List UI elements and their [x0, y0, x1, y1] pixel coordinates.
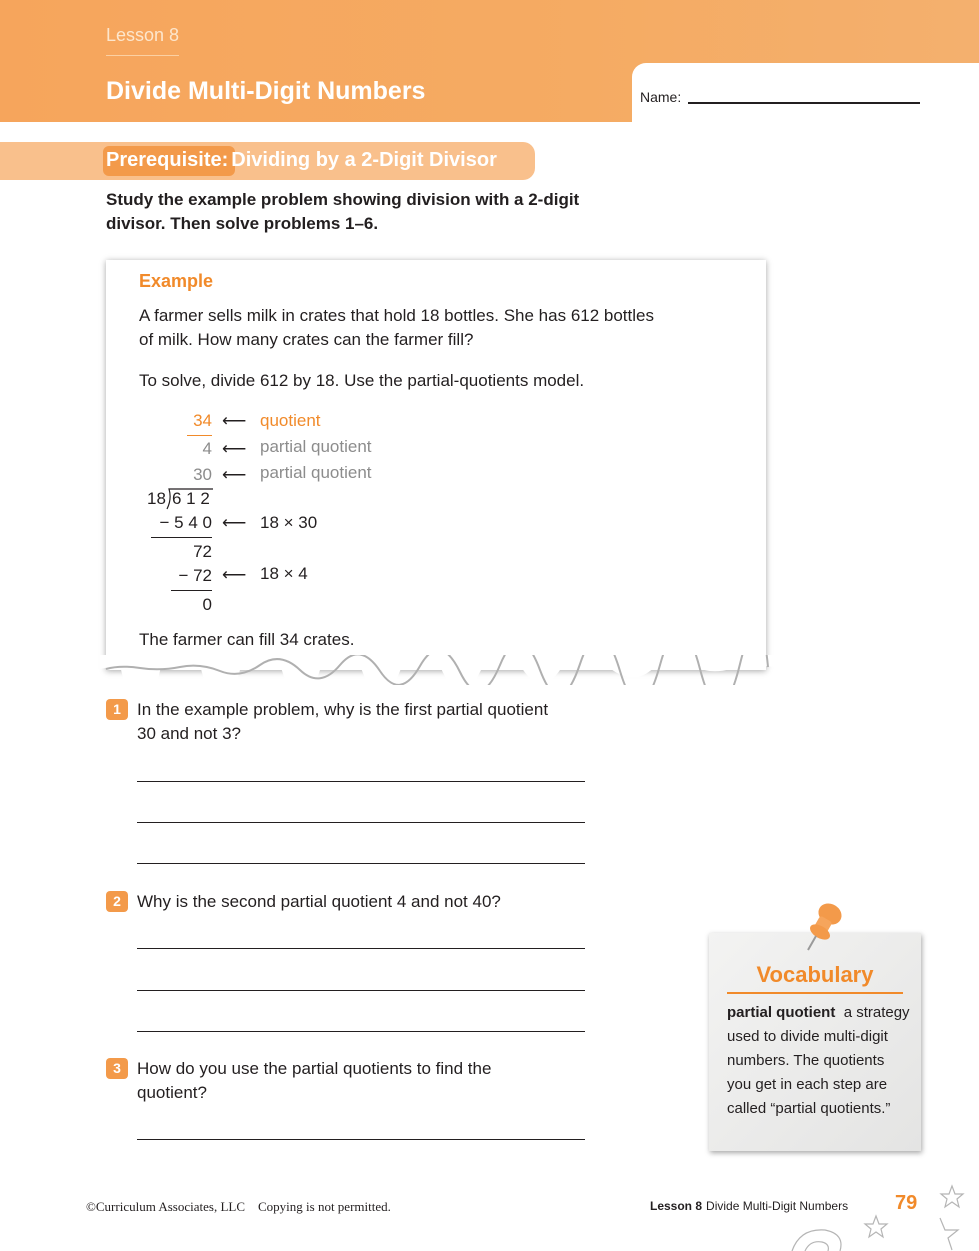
prerequisite-heading [106, 149, 497, 172]
answer-line[interactable] [137, 781, 585, 782]
vocabulary-body [727, 1001, 912, 1121]
step1-rule [151, 537, 212, 538]
step1-label: 18 × 30 [260, 513, 318, 532]
partial-quotient-30: 30 [193, 465, 212, 484]
partial-quotient-label: partial quotient [260, 463, 372, 482]
lesson-underline [106, 55, 179, 56]
star-decoration-icon [790, 1178, 979, 1251]
prerequisite-label: Prerequisite: [106, 149, 229, 171]
copyright: ©Curriculum Associates, LLC Copying is not permitted. [86, 1199, 391, 1214]
answer-line[interactable] [137, 990, 585, 991]
quotient-rule [187, 435, 212, 436]
step2-label: 18 × 4 [260, 564, 308, 583]
question-3-badge: 3 [106, 1058, 128, 1079]
arrow-icon: ⟵ [222, 465, 247, 484]
pushpin-icon [800, 898, 850, 954]
question-2-text: Why is the second partial quotient 4 and not 40? [137, 892, 501, 911]
page-title: Divide Multi-Digit Numbers [106, 77, 426, 105]
vocabulary-rule [727, 992, 903, 994]
lesson-label: Lesson 8 [106, 25, 180, 45]
arrow-icon: ⟵ [222, 411, 247, 430]
footer-lesson-number: Lesson 8 [650, 1199, 703, 1213]
torn-edge-fill [100, 655, 775, 685]
vocabulary-definition: a strategy used to divide multi-digit numbers. The quotients you get in each step are called “partial quotients.” [727, 1004, 910, 1117]
example-label: Example [139, 271, 214, 291]
divisor: 18 [147, 489, 166, 508]
footer-lesson-title: Divide Multi-Digit Numbers [706, 1199, 849, 1213]
question-2-badge: 2 [106, 891, 128, 912]
arrow-icon: ⟵ [222, 513, 247, 532]
quotient-value: 34 [193, 411, 212, 430]
example-answer: The farmer can fill 34 crates. [139, 630, 355, 649]
vocabulary-term: partial quotient [727, 1004, 836, 1021]
answer-line[interactable] [137, 948, 585, 949]
remainder-72: 72 [193, 542, 212, 561]
example-instruction: To solve, divide 612 by 18. Use the partial-quotients model. [139, 371, 585, 390]
remainder-0: 0 [202, 595, 212, 614]
answer-line[interactable] [137, 822, 585, 823]
torn-edge [100, 655, 775, 685]
name-tab [632, 63, 979, 133]
partial-quotient-label: partial quotient [260, 437, 372, 456]
intro-instructions: Study the example problem showing division with a 2-digit divisor. Then solve problems 1–6. [106, 190, 580, 233]
step1-subtraction: − 5 4 0 [159, 513, 212, 532]
dividend: 6 1 2 [172, 489, 210, 508]
arrow-icon: ⟵ [222, 439, 247, 458]
answer-line[interactable] [137, 1139, 585, 1140]
example-problem: A farmer sells milk in crates that hold 18 bottles. She has 612 bottles of milk. How many crates can the farmer fill? [139, 306, 654, 349]
question-3-text: How do you use the partial quotients to find the quotient? [137, 1059, 492, 1102]
answer-line[interactable] [137, 1031, 585, 1032]
arrow-icon: ⟵ [222, 565, 247, 584]
page-number: 79 [895, 1192, 918, 1214]
name-label: Name: [640, 89, 682, 105]
step2-rule [171, 590, 212, 591]
quotient-label: quotient [260, 411, 321, 430]
step2-subtraction: − 72 [178, 566, 212, 585]
prerequisite-title: Dividing by a 2-Digit Divisor [231, 149, 497, 171]
name-field[interactable] [688, 102, 920, 104]
vocabulary-title: Vocabulary [756, 962, 874, 987]
answer-line[interactable] [137, 863, 585, 864]
question-1-text: In the example problem, why is the first partial quotient 30 and not 3? [137, 700, 549, 743]
partial-quotient-4: 4 [202, 439, 212, 458]
question-1-badge: 1 [106, 699, 128, 720]
